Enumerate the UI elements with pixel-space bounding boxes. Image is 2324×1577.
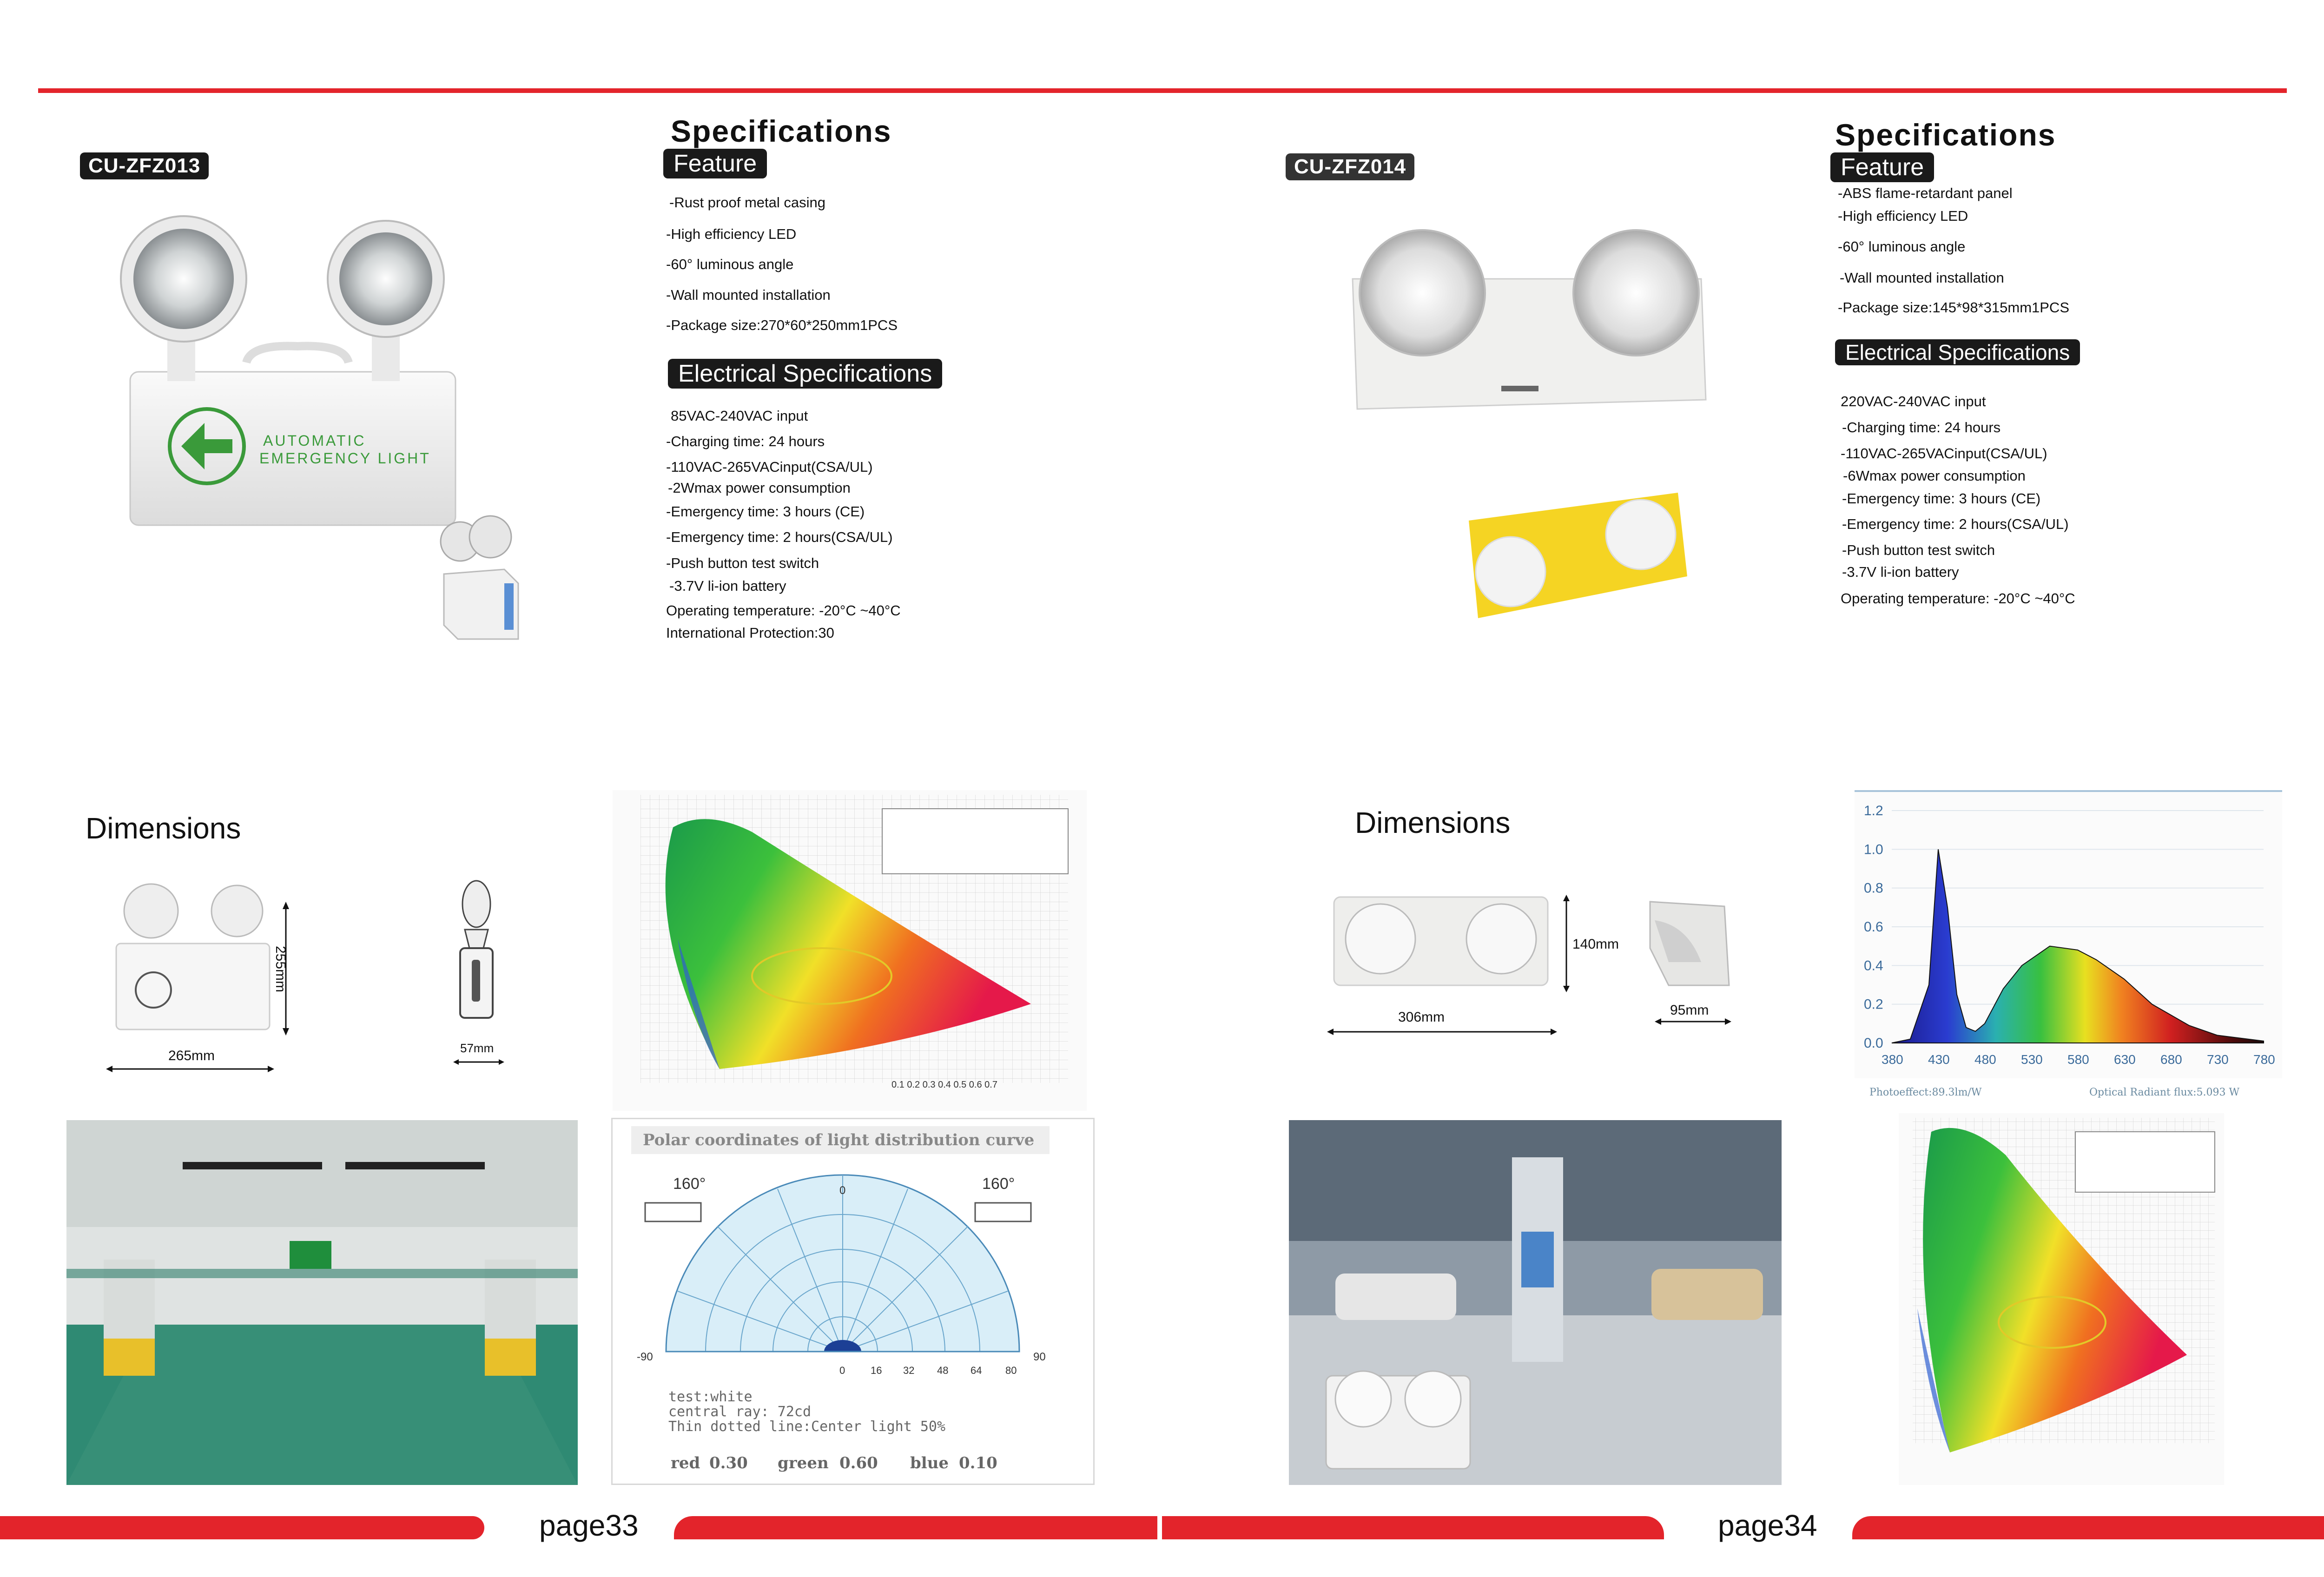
electrical-line: -Charging time: 24 hours — [1842, 419, 2001, 435]
dim-width-arrow — [106, 1064, 274, 1074]
dim-depth-arrow — [1655, 1017, 1731, 1026]
dimension-drawing-front — [1320, 888, 1571, 999]
electrical-line: 220VAC-240VAC input — [1841, 393, 1986, 409]
spectrum-x-tick: 680 — [2160, 1052, 2182, 1067]
dimension-drawing-front — [102, 878, 297, 1036]
polar-test-line: Thin dotted line:Center light 50% — [668, 1419, 946, 1435]
product-photo — [1343, 223, 1715, 418]
product-panel-text: EMERGENCY LIGHT — [259, 450, 431, 467]
polar-scale: 48 — [937, 1365, 949, 1376]
spectrum-y-tick: 0.4 — [1864, 958, 1883, 974]
cie-chromaticity-chart — [1899, 1113, 2224, 1485]
dimension-drawing-side — [446, 878, 502, 1023]
dim-height-arrow — [1562, 895, 1571, 992]
dimension-drawing-side — [1641, 892, 1734, 995]
feature-line: -Wall mounted installation — [666, 287, 831, 303]
electrical-line: International Protection:30 — [666, 625, 834, 641]
product-photo — [112, 205, 530, 539]
photo-effect-caption: Photoeffect:89.3lm/W — [1869, 1087, 1982, 1098]
electrical-line: -3.7V li-ion battery — [669, 578, 786, 594]
feature-line: -Wall mounted installation — [1840, 270, 2004, 286]
spectrum-x-tick: 730 — [2207, 1052, 2229, 1067]
dim-depth: 57mm — [460, 1041, 494, 1055]
feature-label: Feature — [663, 149, 767, 178]
electrical-line: -6Wmax power consumption — [1843, 468, 2026, 484]
spec-title: Specifications — [1835, 118, 2056, 152]
feature-line: -ABS flame-retardant panel — [1838, 185, 2013, 201]
cie-chromaticity-chart — [613, 790, 1087, 1111]
spectrum-y-tick: 1.2 — [1864, 803, 1883, 818]
spectrum-x-tick: 480 — [1974, 1052, 1996, 1067]
polar-scale: 64 — [971, 1365, 982, 1376]
feature-line: -Rust proof metal casing — [669, 194, 825, 211]
electrical-line: -Charging time: 24 hours — [666, 433, 825, 449]
model-tag: CU-ZFZ013 — [80, 152, 209, 179]
polar-scale: 80 — [1005, 1365, 1017, 1376]
spectrum-y-tick: 1.0 — [1864, 842, 1883, 858]
electrical-line: -Emergency time: 2 hours(CSA/UL) — [1842, 516, 2069, 532]
spectrum-series-area — [1892, 849, 2264, 1043]
polar-side-right: 90 — [1033, 1351, 1046, 1363]
electrical-line: Operating temperature: -20°C ~40°C — [1841, 590, 2075, 607]
electrical-label: Electrical Specifications — [1835, 339, 2080, 365]
dimensions-title: Dimensions — [86, 812, 241, 845]
electrical-line: -2Wmax power consumption — [668, 480, 851, 496]
feature-line: -Package size:145*98*315mm1PCS — [1838, 299, 2069, 316]
polar-red-label: red — [671, 1454, 700, 1472]
electrical-line: -110VAC-265VACinput(CSA/UL) — [666, 459, 873, 475]
polar-title: Polar coordinates of light distribution curve — [643, 1131, 1035, 1149]
spectrum-y-tick: 0.8 — [1864, 880, 1883, 896]
polar-distribution-chart — [611, 1118, 1095, 1485]
polar-red-value: 0.30 — [709, 1454, 748, 1472]
spectrum-y-tick: 0.2 — [1864, 996, 1883, 1012]
bottom-red-bar — [674, 1516, 1157, 1539]
electrical-line: -Emergency time: 2 hours(CSA/UL) — [666, 529, 893, 545]
model-tag: CU-ZFZ014 — [1286, 153, 1414, 180]
spectrum-x-tick: 380 — [1882, 1052, 1903, 1067]
feature-line: -60° luminous angle — [666, 256, 794, 272]
electrical-line: Operating temperature: -20°C ~40°C — [666, 602, 901, 619]
polar-angle-left: 160° — [673, 1175, 706, 1193]
polar-test-line: test:white — [668, 1389, 753, 1405]
dim-width-arrow — [1327, 1027, 1557, 1036]
svg-text:0.1 0.2 0.3 0.4 0.5: 0.1 0.2 0.3 0.4 0.5 0.6 0.7 — [891, 1080, 997, 1090]
spectrum-y-tick: 0.6 — [1864, 919, 1883, 935]
feature-line: -High efficiency LED — [1838, 208, 1968, 224]
dimensions-title: Dimensions — [1355, 806, 1511, 839]
feature-line: -60° luminous angle — [1838, 238, 1966, 255]
polar-blue-value: 0.10 — [959, 1454, 997, 1472]
product-panel-text: AUTOMATIC — [263, 432, 366, 449]
polar-green-value: 0.60 — [839, 1454, 878, 1472]
top-red-rule — [38, 88, 2287, 93]
polar-green-label: green — [778, 1454, 829, 1472]
polar-scale: 32 — [903, 1365, 915, 1376]
feature-line: -High efficiency LED — [666, 226, 797, 242]
spectrum-y-tick: 0.0 — [1864, 1036, 1883, 1051]
spectrum-x-tick: 630 — [2114, 1052, 2136, 1067]
dim-width: 265mm — [168, 1048, 215, 1063]
polar-angle-right: 160° — [982, 1175, 1015, 1193]
spectrum-x-tick: 780 — [2253, 1052, 2275, 1067]
dim-depth-arrow — [453, 1057, 504, 1067]
parking-lot-photo — [1289, 1120, 1782, 1485]
feature-line: -Package size:270*60*250mm1PCS — [666, 317, 898, 333]
dim-width: 306mm — [1398, 1010, 1445, 1025]
polar-test-line: central ray: 72cd — [668, 1404, 812, 1420]
product-photo-small — [435, 514, 528, 644]
parking-lot-photo — [66, 1120, 578, 1485]
electrical-line: -110VAC-265VACinput(CSA/UL) — [1841, 445, 2047, 462]
polar-scale: 16 — [871, 1365, 882, 1376]
spectrum-x-tick: 430 — [1928, 1052, 1950, 1067]
page-number: page34 — [1718, 1509, 1817, 1542]
dim-height: 140mm — [1572, 937, 1619, 952]
bottom-red-bar — [0, 1516, 484, 1539]
optical-flux-caption: Optical Radiant flux:5.093 W — [2089, 1087, 2240, 1098]
polar-blue-label: blue — [910, 1454, 949, 1472]
bottom-red-bar — [1852, 1516, 2324, 1539]
spec-title: Specifications — [671, 114, 892, 148]
spectrum-x-tick: 580 — [2067, 1052, 2089, 1067]
spectrum-x-tick: 530 — [2021, 1052, 2043, 1067]
electrical-line: -Emergency time: 3 hours (CE) — [1842, 490, 2041, 507]
electrical-line: -Push button test switch — [1842, 542, 1995, 558]
polar-scale: 0 — [839, 1365, 845, 1376]
electrical-line: 85VAC-240VAC input — [671, 408, 808, 424]
page-number: page33 — [539, 1509, 639, 1542]
dim-height: 255mm — [273, 946, 288, 993]
feature-label: Feature — [1830, 152, 1934, 182]
electrical-line: -Emergency time: 3 hours (CE) — [666, 503, 865, 520]
polar-side-left: -90 — [637, 1351, 653, 1363]
electrical-line: -Push button test switch — [666, 555, 819, 571]
dim-depth: 95mm — [1670, 1003, 1709, 1018]
spectrum-chart — [1855, 790, 2282, 1078]
polar-top-zero: 0 — [839, 1184, 846, 1197]
electrical-line: -3.7V li-ion battery — [1842, 564, 1959, 580]
electrical-label: Electrical Specifications — [668, 359, 942, 389]
bottom-red-bar — [1162, 1516, 1664, 1539]
product-photo-yellow — [1459, 483, 1692, 623]
